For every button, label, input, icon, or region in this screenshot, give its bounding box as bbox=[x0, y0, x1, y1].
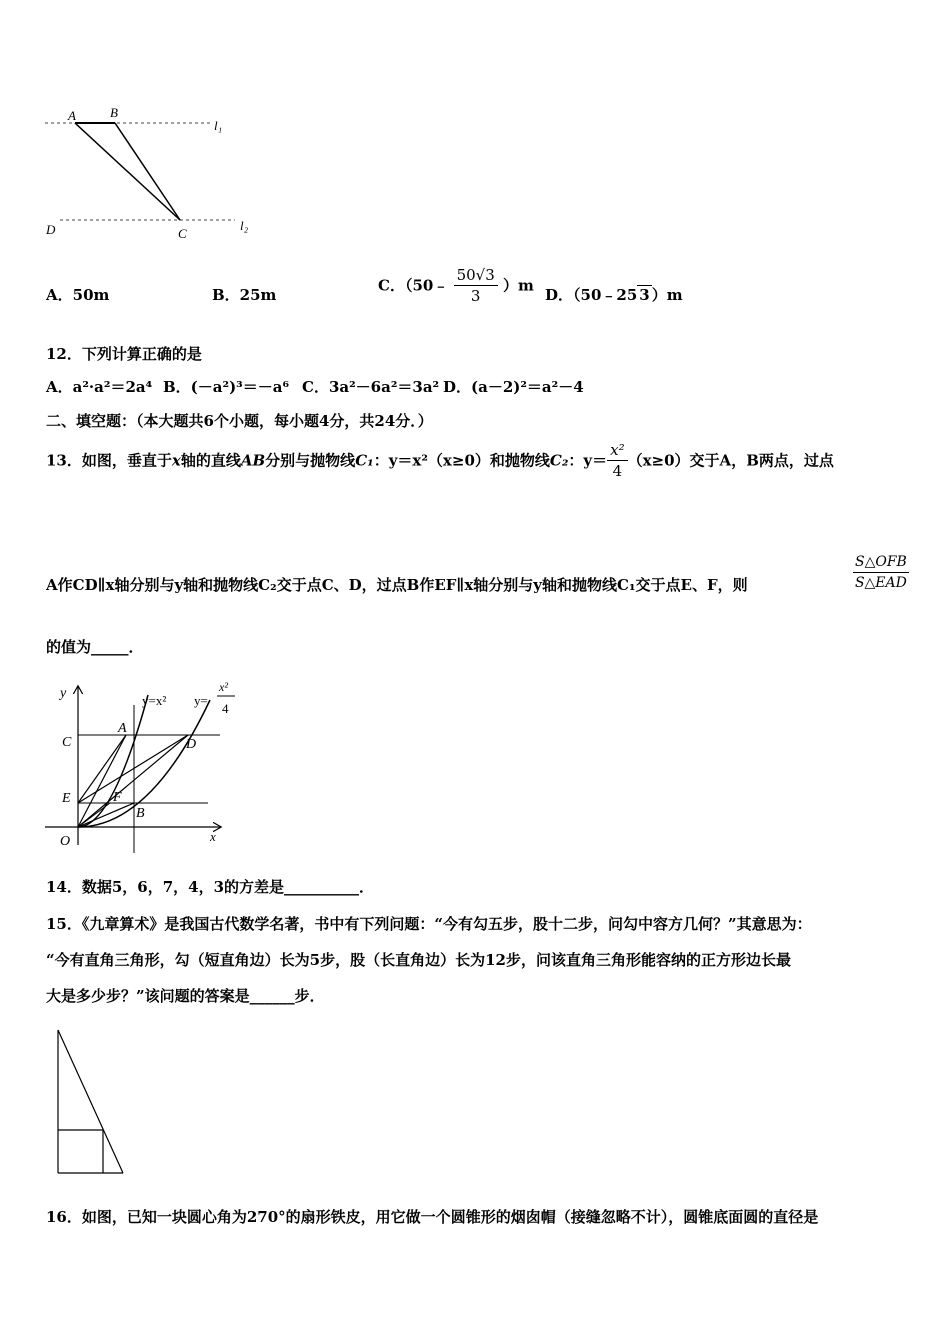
q13-fraction-numerator: x² bbox=[607, 440, 627, 461]
q13-line1-mid: 轴的直线 bbox=[180, 451, 241, 470]
q11-option-d bbox=[545, 285, 683, 305]
figure-q15 bbox=[50, 1025, 140, 1185]
q11-option-b: B．25m bbox=[212, 286, 277, 304]
q13-ratio-denominator: S△EAD bbox=[854, 575, 907, 591]
q15-line1: 15．《九章算术》是我国古代数学名著，书中有下列问题：“今有勾五步，股十二步，问勾中容方几何？”其意思为： bbox=[46, 915, 812, 933]
segment-od bbox=[78, 735, 188, 827]
q12-stem: 12．下列计算正确的是 bbox=[46, 345, 202, 363]
label-o: O bbox=[60, 834, 71, 849]
segment-bc bbox=[115, 123, 180, 220]
figure-q13 bbox=[40, 675, 240, 855]
segment-ac bbox=[75, 123, 180, 220]
q12-option-d: D．(a－2)²＝a²－4 bbox=[443, 378, 584, 396]
label-e: E bbox=[62, 791, 71, 806]
q11-option-c-pre: C．（50﹣ bbox=[378, 276, 449, 295]
q16: 16．如图，已知一块圆心角为270°的扇形铁皮，用它做一个圆锥形的烟囱帽（接缝忽略不计），圆锥底面圆的直径是 bbox=[46, 1208, 819, 1226]
q13-c1: C₁ bbox=[355, 451, 374, 470]
q13-ratio bbox=[853, 552, 909, 593]
triangle-hypotenuse bbox=[58, 1030, 123, 1173]
q11-option-c bbox=[378, 265, 534, 306]
label-l2: l₂ bbox=[240, 218, 249, 233]
section-fill-in-heading: 二、填空题：（本大题共6个小题，每小题4分，共24分．） bbox=[46, 412, 433, 430]
q11-option-d-sqrt: 3 bbox=[639, 286, 650, 304]
label-b: B bbox=[136, 806, 145, 821]
q13-line1-post: （x≥0）交于A，B两点，过点 bbox=[627, 451, 834, 470]
label-a: A bbox=[68, 108, 76, 123]
label-c: C bbox=[62, 735, 72, 750]
q13-line1-mid2: 分别与抛物线 bbox=[265, 451, 356, 470]
q12-option-a: A．a²·a²＝2a⁴ bbox=[46, 378, 153, 396]
q11-option-c-denominator: 3 bbox=[470, 287, 481, 305]
q11-option-c-fraction bbox=[454, 265, 498, 306]
label-d: D bbox=[46, 222, 56, 237]
figure-q11 bbox=[40, 100, 270, 250]
q12-option-c: C．3a²－6a²＝3a² bbox=[302, 378, 440, 396]
q13-x: x bbox=[171, 451, 181, 470]
q11-option-c-numerator: 50√3 bbox=[454, 265, 498, 286]
q13-ab: AB bbox=[240, 451, 266, 470]
label-c2-numerator: x² bbox=[219, 680, 228, 694]
q13-line1-eq1: ：y＝x²（x≥0）和抛物线 bbox=[373, 451, 550, 470]
q14: 14．数据5，6，7，4，3的方差是__________． bbox=[46, 878, 375, 896]
label-x: x bbox=[210, 829, 216, 844]
q11-option-d-pre: D．（50﹣25 bbox=[545, 286, 638, 304]
q13-fraction-denominator: 4 bbox=[612, 462, 623, 480]
q13-line3: 的值为_____． bbox=[46, 638, 144, 656]
q13-fraction bbox=[607, 440, 627, 481]
q11-option-d-post: ）m bbox=[651, 286, 683, 304]
q15-line3: 大是多少步？”该问题的答案是______步． bbox=[46, 987, 325, 1005]
q11-option-c-post: ）m bbox=[503, 276, 534, 295]
q13-line1-pre: 13．如图，垂直于 bbox=[46, 451, 172, 470]
q13-c2: C₂ bbox=[549, 451, 569, 470]
q12-option-b: B．(－a²)³＝－a⁶ bbox=[163, 378, 290, 396]
label-a: A bbox=[118, 721, 127, 736]
q15-line2: “今有直角三角形，勾（短直角边）长为5步，股（长直角边）长为12步，问该直角三角形能容纳的正方形边长最 bbox=[46, 951, 791, 969]
q13-ratio-numerator: S△OFB bbox=[853, 552, 909, 573]
label-c1-equation: y=x² bbox=[142, 693, 167, 708]
label-f: F bbox=[113, 790, 122, 805]
q13-line2: A作CD∥x轴分别与y轴和抛物线C₂交于点C、D，过点B作EF∥x轴分别与y轴和抛物线C₁交于点E、F，则 bbox=[46, 576, 748, 594]
q13-line1 bbox=[46, 440, 834, 481]
label-l1: l₁ bbox=[214, 118, 223, 133]
q11-option-a: A．50m bbox=[46, 286, 110, 304]
q13-line1-eq2: ：y＝ bbox=[568, 451, 608, 470]
label-d: D bbox=[186, 737, 197, 752]
label-c2-prefix: y= bbox=[194, 693, 208, 708]
label-y: y bbox=[60, 686, 67, 701]
label-c2-denominator: 4 bbox=[222, 701, 229, 716]
label-c: C bbox=[178, 226, 187, 241]
label-b: B bbox=[110, 105, 118, 120]
